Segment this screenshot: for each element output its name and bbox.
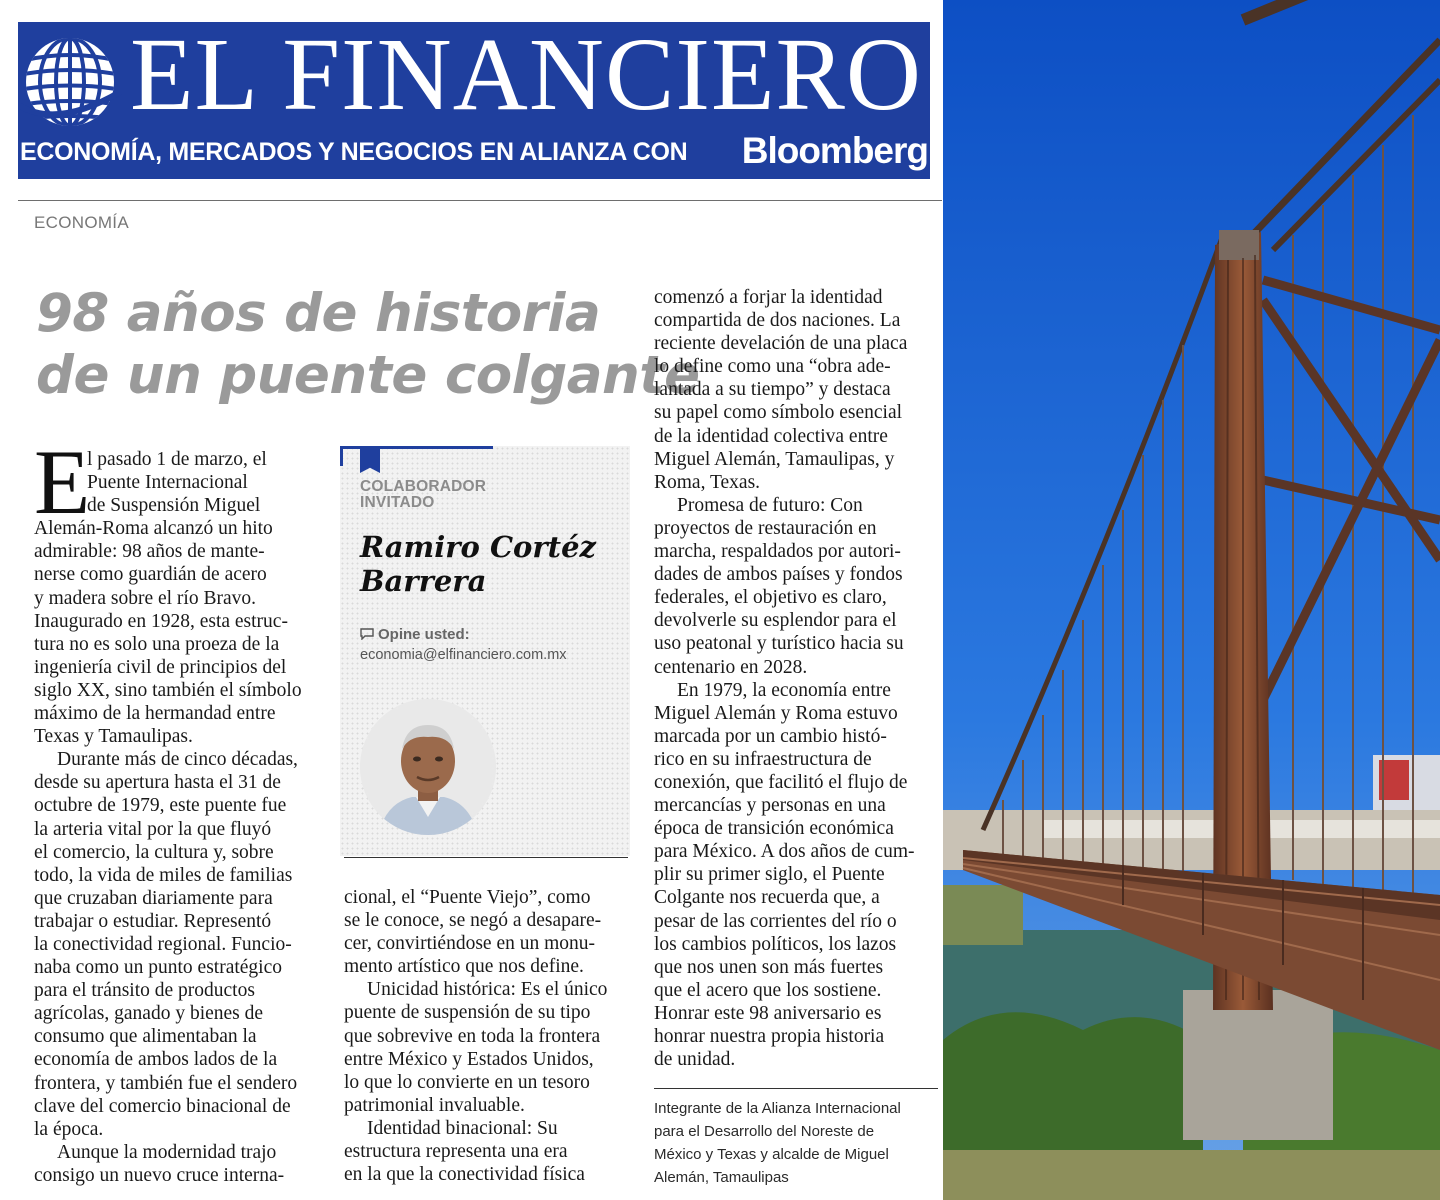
bio-line: Alemán, Tamaulipas [654,1169,789,1186]
article-text-line: que el acero que los sostiene. [654,979,882,1001]
article-text-line: en la que la conectividad física [344,1164,585,1186]
article-text-line: comenzó a forjar la identidad [654,287,883,308]
author-avatar [360,699,496,835]
article-text-line: su papel como símbolo esencial [654,402,903,424]
bio-line: para el Desarrollo del Noreste de [654,1123,875,1140]
masthead-tagline: ECONOMÍA, MERCADOS Y NEGOCIOS EN ALIANZA CON [20,138,688,166]
author-box [340,446,630,856]
article-text-line: que nos unen son más fuertes [654,956,884,978]
article-text-line: cional, el “Puente Viejo”, como [344,887,591,908]
article-text-line: agrícolas, ganado y bienes de [34,1003,264,1025]
article-text-line: Texas y Tamaulipas. [34,726,193,748]
article-text-line: Unicidad histórica: Es el único [367,979,608,1001]
article-text-line: Puente Internacional [87,472,248,494]
article-text-line: consumo que alimentaban la [34,1026,257,1048]
author-box-bottom-rule [344,857,628,858]
article-column-1 [34,431,320,1187]
bookmark-icon [360,449,380,473]
headline-line: 98 años de historia [36,283,601,344]
author-email-link[interactable]: economia@elfinanciero.com.mx [360,647,567,663]
section-label: ECONOMÍA [34,213,129,232]
article-text-line: Promesa de futuro: Con [677,494,863,516]
article-text-line: Colgante nos recuerda que, a [654,887,880,909]
article-text-line: En 1979, la economía entre [677,679,891,701]
article-text-line: marcha, respaldados por autori- [654,541,901,563]
article-text-line: estructura representa una era [344,1141,568,1163]
article-text-line: la conectividad regional. Funcio- [34,933,292,955]
article-text-line: tura no es solo una proeza de la [34,633,280,655]
article-text-line: plir su primer siglo, el Puente [654,864,885,886]
article-text-line: nerse como guardián de acero [34,564,267,586]
author-box-rule [340,446,493,449]
article-text-line: octubre de 1979, este puente fue [34,795,287,817]
author-name-line: Ramiro Cortéz [360,530,596,564]
article-text-line: pesar de las corrientes del río o [654,910,897,932]
article-text-line: época de transición económica [654,818,894,840]
article-text-line: de unidad. [654,1049,736,1071]
article-text-line: Honrar este 98 aniversario es [654,1002,882,1024]
article-text-line: para México. A dos años de cum- [654,841,915,863]
article-text-line: se le conoce, se negó a desapare- [344,910,602,932]
article-text-line: lo define como una “obra ade- [654,356,891,378]
article-text-line: siglo XX, sino también el símbolo [34,679,302,701]
article-text-line: federales, el objetivo es claro, [654,587,887,609]
article-text-line: consigo un nuevo cruce interna- [34,1164,285,1186]
article-text-line: desde su apertura hasta el 31 de [34,772,281,794]
section-divider [18,200,942,201]
bio-line: Integrante de la Alianza Internacional [654,1100,901,1117]
article-text-line: Aunque la modernidad trajo [57,1141,277,1163]
article-text-line: honrar nuestra propia historia [654,1026,885,1047]
article-headline [36,283,700,407]
masthead-title: EL FINANCIERO [130,17,922,132]
article-text-line: patrimonial invaluable. [344,1094,525,1116]
contributor-label-line: COLABORADOR [360,478,487,495]
article-text-line: lantada a su tiempo” y destaca [654,379,891,401]
article-text-line: de la identidad colectiva entre [654,425,888,447]
opine-label [360,626,470,643]
article-text-line: Identidad binacional: Su [367,1117,558,1139]
bio-line: México y Texas y alcalde de Miguel [654,1146,889,1163]
article-text-line: reciente develación de una placa [654,333,908,355]
article-column-2 [344,886,630,1186]
speech-bubble-icon [360,628,374,640]
contributor-label [360,479,560,511]
article-text-line: Roma, Texas. [654,471,761,493]
article-text-line: entre México y Estados Unidos, [344,1048,594,1070]
article-text-line: puente de suspensión de su tipo [344,1002,591,1024]
article-text-line: lo que lo convierte en un tesoro [344,1071,590,1093]
article-text-line: ingeniería civil de principios del [34,656,287,678]
opine-text: Opine usted: [378,626,470,643]
article-text-line: devolverle su esplendor para el [654,610,897,632]
article-text-line: Miguel Alemán, Tamaulipas, y [654,448,895,470]
article-column-3 [654,286,940,1071]
article-text-line: Miguel Alemán y Roma estuvo [654,702,898,724]
article-text-line: máximo de la hermandad entre [34,703,276,725]
article-text-line: mento artístico que nos define. [344,956,584,978]
article-text-line: trabajar o estudiar. Representó [34,910,272,932]
article-text-line: cer, convirtiéndose en un monu- [344,933,596,955]
article-text-line: para el tránsito de productos [34,980,255,1002]
bridge-photo [943,0,1440,1200]
article-text-line: conexión, que facilitó el flujo de [654,771,908,793]
author-name [360,530,620,598]
contributor-label-line: INVITADO [360,494,435,511]
author-name-line: Barrera [360,564,487,598]
article-text-line: compartida de dos naciones. La [654,310,901,332]
author-box-rule [340,446,343,466]
article-text-line: economía de ambos lados de la [34,1049,278,1071]
article-text-line: rico en su infraestructura de [654,748,872,770]
article-text-line: proyectos de restauración en [654,517,877,539]
author-bio [654,1097,940,1189]
drop-cap: E [34,431,91,533]
article-text-line: clave del comercio binacional de [34,1095,291,1117]
article-text-line: mercancías y personas en una [654,795,886,817]
article-text-line: naba como un punto estratégico [34,957,283,979]
article-text-line: de Suspensión Miguel [87,495,261,517]
partner-logo: Bloomberg [741,130,928,171]
article-text-line: Alemán-Roma alcanzó un hito [34,518,273,540]
bio-divider [654,1088,938,1089]
article-text-line: el comercio, la cultura y, sobre [34,841,274,863]
article-text-line: que cruzaban diariamente para [34,887,273,909]
article-text-line: los cambios políticos, los lazos [654,933,897,955]
article-text-line: todo, la vida de miles de familias [34,864,293,886]
article-text-line: centenario en 2028. [654,656,808,678]
article-text-line: marcada por un cambio histó- [654,725,887,747]
article-text-line: l pasado 1 de marzo, el [87,449,267,470]
article-text-line: y madera sobre el río Bravo. [34,587,257,609]
article-text-line: uso peatonal y turístico hacia su [654,633,904,655]
article-text-line: Durante más de cinco décadas, [57,749,298,771]
article-text-line: admirable: 98 años de mante- [34,541,265,563]
masthead [18,17,930,179]
article-text-line: la época. [34,1118,104,1140]
globe-logo-icon [18,32,122,128]
headline-line: de un puente colgante [36,345,700,406]
article-text-line: la arteria vital por la que fluyó [34,818,272,840]
article-text-line: Inaugurado en 1928, esta estruc- [34,610,288,632]
article-text-line: dades de ambos países y fondos [654,564,903,586]
article-text-line: que sobrevive en toda la frontera [344,1025,601,1047]
article-text-line: frontera, y también fue el sendero [34,1072,298,1094]
